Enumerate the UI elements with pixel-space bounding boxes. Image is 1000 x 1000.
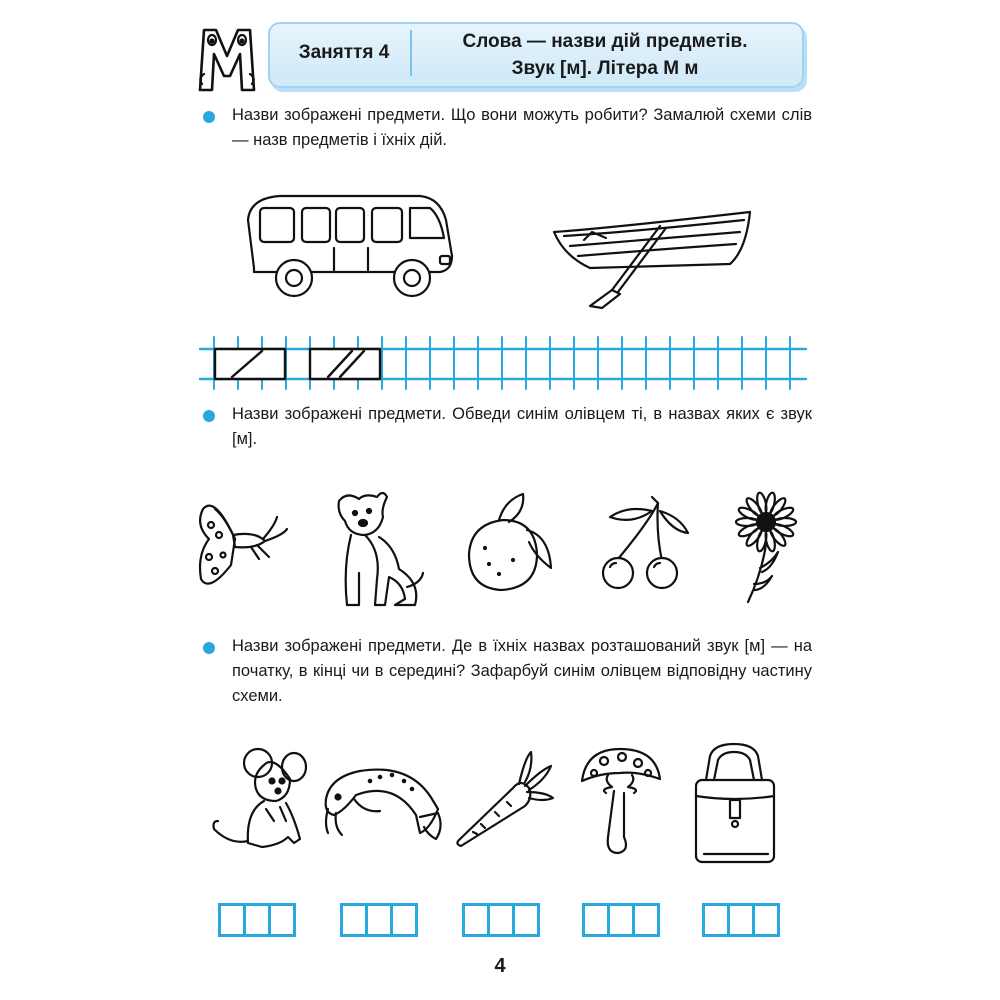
task-bullet [203, 642, 215, 654]
sound-scheme-3 [462, 903, 540, 937]
sound-scheme-4 [582, 903, 660, 937]
title-line-1: Слова — назви дій предметів. [462, 31, 748, 52]
mouse-icon [210, 745, 310, 860]
scheme-cell[interactable] [487, 903, 515, 937]
bus-icon [240, 190, 455, 300]
scheme-cell[interactable] [632, 903, 660, 937]
scheme-cell[interactable] [268, 903, 296, 937]
scheme-cell[interactable] [582, 903, 610, 937]
lesson-title [420, 28, 790, 82]
dog-icon [325, 487, 425, 612]
title-line-2: Звук [м]. Літера М м [511, 58, 699, 79]
scheme-cell[interactable] [462, 903, 490, 937]
scheme-cell[interactable] [243, 903, 271, 937]
cherry-icon [598, 493, 693, 593]
boat-icon [550, 210, 760, 310]
header-divider [410, 30, 412, 76]
scheme-cell[interactable] [390, 903, 418, 937]
butterfly-icon [195, 495, 290, 595]
task-2-text: Назви зображені предмети. Обведи синім олівцем ті, в назвах яких є звук [м]. [232, 405, 812, 448]
scheme-cell[interactable] [218, 903, 246, 937]
sound-scheme-2 [340, 903, 418, 937]
sound-scheme-5 [702, 903, 780, 937]
mushroom-icon [578, 745, 663, 860]
sound-scheme-1 [218, 903, 296, 937]
task-bullet [203, 410, 215, 422]
scheme-cell[interactable] [607, 903, 635, 937]
task-3-text: Назви зображені предмети. Де в їхніх назвах розташований звук [м] — на початку, в кінці чи в середині? Зафарбуй синім олівцем відповідну частину схеми. [232, 637, 812, 705]
scheme-cell[interactable] [340, 903, 368, 937]
page-number: 4 [494, 955, 506, 977]
word-scheme-grid [200, 335, 810, 390]
task-1-text: Назви зображені предмети. Що вони можуть робити? Замалюй схеми слів — назв предметів і їхніх дій. [232, 106, 812, 149]
scheme-cell[interactable] [702, 903, 730, 937]
daisy-icon [732, 492, 802, 607]
lesson-number: Заняття 4 [298, 42, 390, 63]
letter-m-logo [196, 24, 258, 94]
carrot-icon [455, 748, 555, 853]
scheme-cell[interactable] [512, 903, 540, 937]
scheme-cell[interactable] [727, 903, 755, 937]
scheme-cell[interactable] [365, 903, 393, 937]
lemon-icon [465, 490, 555, 595]
bag-icon [690, 740, 780, 865]
scheme-cell[interactable] [752, 903, 780, 937]
task-bullet [203, 111, 215, 123]
catfish-icon [320, 755, 445, 855]
